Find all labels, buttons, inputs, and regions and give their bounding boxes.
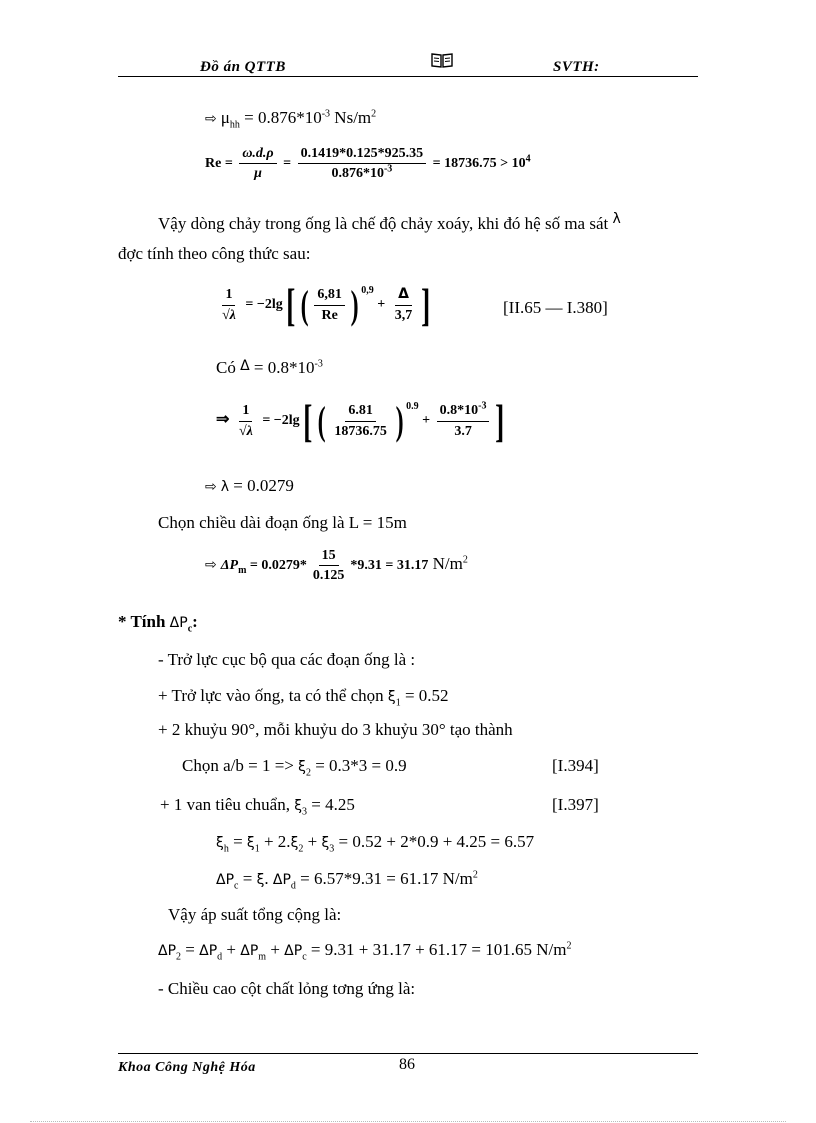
lambda-result: ⇨ λ = 0.0279 — [205, 476, 294, 495]
reference-item4: [I.397] — [552, 795, 599, 814]
page-number: 86 — [399, 1056, 415, 1073]
colebrook-formula: $\frac{1}{√\lambda}$ = −2lg[ ( $\frac{6,81}{Re}$ ) $^{0,9}$ + $\frac{\Delta}{3,7}$ ] — [222, 279, 431, 330]
header-rule — [118, 76, 698, 77]
header-right: SVTH: — [553, 59, 600, 75]
total-pressure-intro: Vậy áp suất tổng cộng là: — [168, 905, 342, 924]
bullet-liquid-height: - Chiều cao cột chất lỏng tơng ứng là: — [158, 979, 416, 998]
item-elbow-choice: Chọn $a/b = 1 => \xi_2 = 0.3*3 = 0.9$ — [182, 756, 407, 779]
footer-left: Khoa Công Nghệ Hóa — [118, 1060, 256, 1075]
pipe-length-line: Chọn chiều dài đoạn ống là L = 15m — [158, 513, 407, 532]
total-pressure-equation: $\Delta P_2 = \Delta P_d + \Delta P_m + \Delta P_c = 9.31 + 31.17 + 61.17 = 101.65$ $N/m^2$ — [158, 940, 572, 963]
reference-item3: [I.394] — [552, 756, 599, 775]
item-valve: + 1 van tiêu chuẩn, $\xi_3 = 4.25$ — [160, 795, 355, 818]
roughness-line: Có $\Delta = 0.8*10^{-3}$ — [216, 358, 323, 377]
viscosity-line: ⇨ $\mu_{hh} = 0.876*10^{-3}$ $Ns/m^2$ — [205, 108, 377, 131]
footer-rule — [118, 1053, 698, 1054]
resistance-sum: $\xi_h = \xi_1 + 2.\xi_2 + \xi_3 = 0.52 + 2*0.9 + 4.25 = 6.57$ — [216, 832, 535, 855]
paragraph-flow-regime: Vậy dòng chảy trong ống là chế độ chảy xoáy, khi đó hệ số ma sát $^\lambda$ — [158, 211, 621, 233]
item-entrance-resistance: + Trở lực vào ống, ta có thể chọn $\xi_1 = 0.52$ — [158, 686, 449, 709]
colebrook-substituted: ⇒ $\frac{1}{√\lambda}$ = −2lg[ ( $\frac{6.81}{18736.75}$ ) $^{0.9}$ + $\frac{0.8*10^{-3}}{3.7}$ ] — [216, 395, 505, 446]
section-title-local-loss: * Tính $\Delta P_c$: — [118, 612, 198, 635]
friction-loss-equation: ⇨ $\Delta P_m = 0.0279*$ $\frac{15}{0.125}$ *9.31 = 31.17 $N/m^2$ — [205, 548, 468, 584]
local-loss-equation: $\Delta P_c = \xi$. $\Delta P_d = 6.57*9.31 = 61.17$ $N/m^2$ — [216, 869, 478, 892]
reynolds-equation: Re = $\frac{\omega.d.\rho}{\mu}$ = $\frac{0.1419*0.125*925.35}{0.876*10^{-3}}$ = $18736.75 > 10^4$ — [205, 146, 531, 182]
reference-formula1: [II.65 — I.380] — [503, 298, 608, 317]
page-bottom-edge — [30, 1121, 786, 1122]
item-elbows: + 2 khuỷu 90°, mỗi khuỷu do 3 khuỷu 30° tạo thành — [158, 720, 513, 739]
header-left: Đồ án QTTB — [200, 59, 286, 75]
open-book-icon — [430, 52, 454, 73]
paragraph-flow-regime-cont: đợc tính theo công thức sau: — [118, 244, 311, 263]
bullet-local-resistance: - Trở lực cục bộ qua các đoạn ống là : — [158, 650, 416, 669]
